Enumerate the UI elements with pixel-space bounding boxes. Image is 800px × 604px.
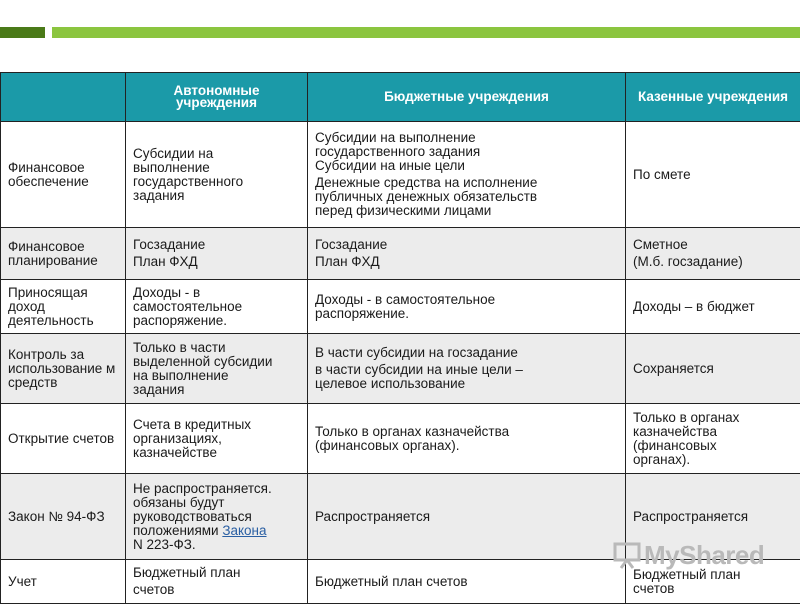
row-label: Финансовое обеспечение xyxy=(1,122,126,228)
cell-budget: Доходы - в самостоятельное распоряжение. xyxy=(308,280,626,334)
cell-state: Доходы – в бюджет xyxy=(626,280,800,334)
cell-autonomous: Счета в кредитных организациях, казначействе xyxy=(126,404,308,474)
header-autonomous: Автономные учреждения xyxy=(126,73,308,122)
watermark-text: MyShared xyxy=(644,540,764,571)
header-empty xyxy=(1,73,126,122)
row-label: Открытие счетов xyxy=(1,404,126,474)
row-label: Контроль за использование м средств xyxy=(1,334,126,404)
cell-autonomous: Субсидии на выполнение государственного задания xyxy=(126,122,308,228)
table-row xyxy=(1,228,800,280)
cell-autonomous: Госзадание План ФХД xyxy=(126,228,308,280)
cell-budget: Только в органах казначейства (финансовых органах). xyxy=(308,404,626,474)
cell-state: Распространяется xyxy=(626,474,800,560)
row-label: Финансовое планирование xyxy=(1,228,126,280)
accent-bar-light xyxy=(52,27,800,38)
cell-autonomous: Не распространяется. обязаны будут руководствоваться положениями Закона N 223-ФЗ. xyxy=(126,474,308,560)
cell-budget: Распространяется xyxy=(308,474,626,560)
cell-budget: Субсидии на выполнение государственного задания Субсидии на иные цели Денежные средства на исполнение публичных денежных обязательств перед физическими лицами xyxy=(308,122,626,228)
table-row xyxy=(1,122,800,228)
header-state: Казенные учреждения xyxy=(626,73,800,122)
table-row xyxy=(1,334,800,404)
comparison-table xyxy=(0,72,800,604)
presentation-icon xyxy=(612,540,642,570)
cell-autonomous: Только в части выделенной субсидии на выполнение задания xyxy=(126,334,308,404)
cell-budget: В части субсидии на госзадание в части субсидии на иные цели – целевое использование xyxy=(308,334,626,404)
cell-autonomous: Бюджетный план счетов xyxy=(126,560,308,604)
cell-state: Сохраняется xyxy=(626,334,800,404)
cell-state: Только в органах казначейства (финансовых органах). xyxy=(626,404,800,474)
cell-budget: Госзадание План ФХД xyxy=(308,228,626,280)
row-label: Учет xyxy=(1,560,126,604)
table-row xyxy=(1,404,800,474)
cell-autonomous: Доходы - в самостоятельное распоряжение. xyxy=(126,280,308,334)
cell-state: Сметное (М.б. госзадание) xyxy=(626,228,800,280)
cell-budget: Бюджетный план счетов xyxy=(308,560,626,604)
law-link[interactable]: Закона xyxy=(222,523,266,538)
row-label: Закон № 94-ФЗ xyxy=(1,474,126,560)
table-header-row xyxy=(1,73,800,122)
accent-bar-dark xyxy=(0,27,45,38)
watermark xyxy=(612,538,772,574)
cell-state: Бюджетный план счетов xyxy=(626,560,800,604)
row-label: Приносящая доход деятельность xyxy=(1,280,126,334)
cell-state: По смете xyxy=(626,122,800,228)
table-row xyxy=(1,280,800,334)
header-budget: Бюджетные учреждения xyxy=(308,73,626,122)
